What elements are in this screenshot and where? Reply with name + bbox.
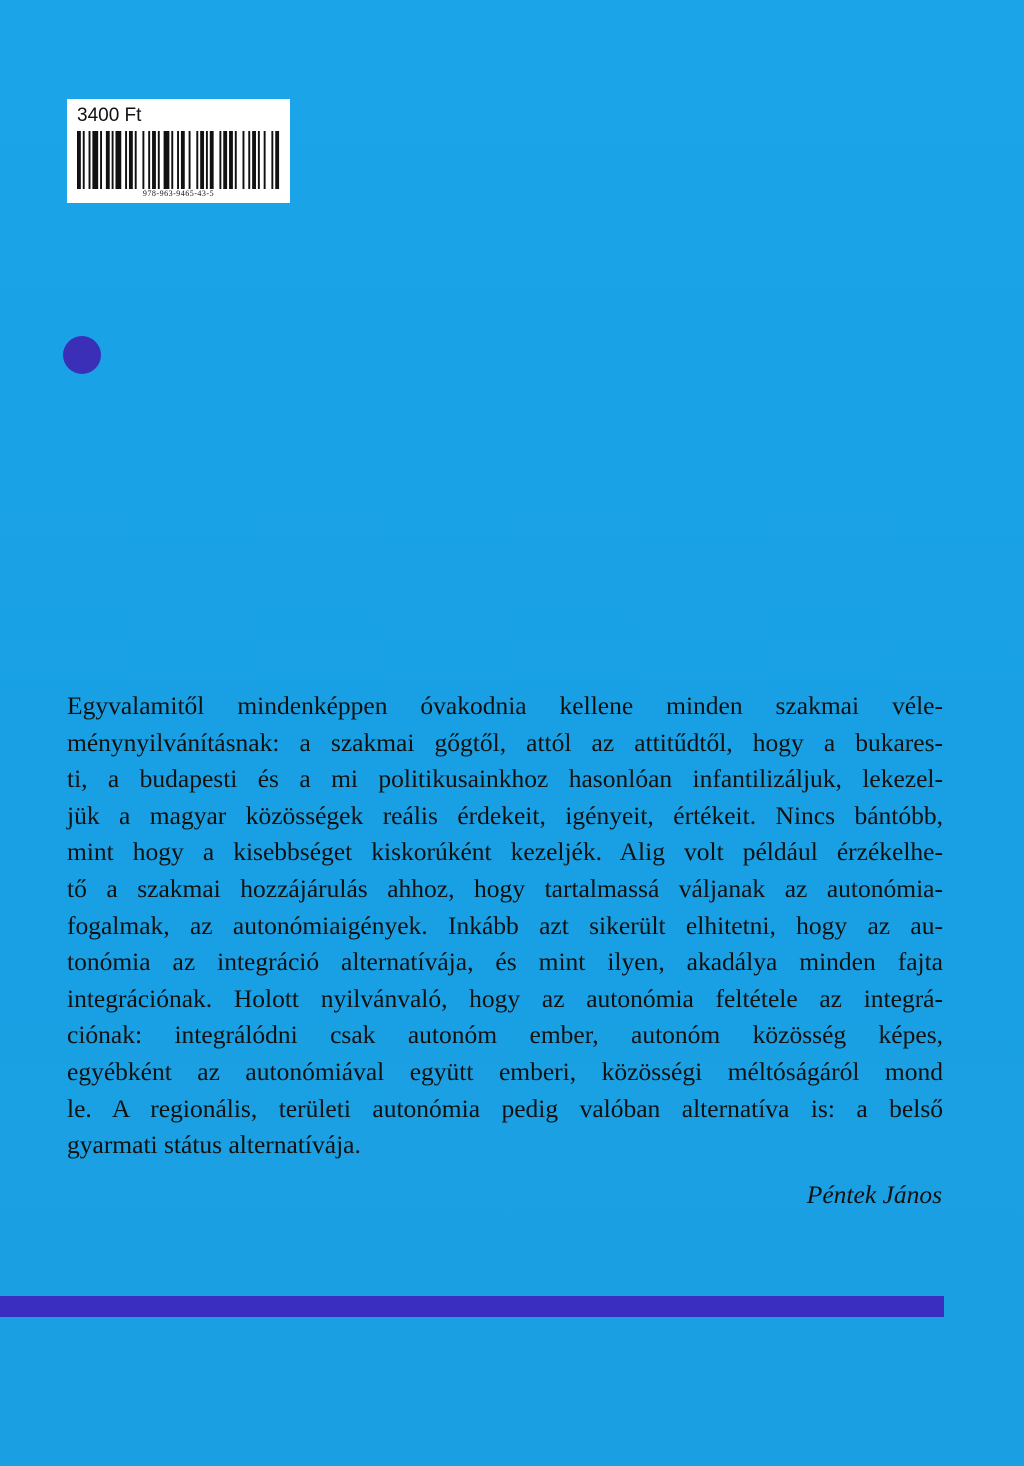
price-label: 3400 Ft xyxy=(77,105,142,126)
blurb-line: gyarmati státus alternatívája. xyxy=(67,1130,361,1160)
decorative-stripe xyxy=(0,1296,944,1317)
blurb-line: Egyvalamitől mindenképpen óvakodnia kellene minden szakmai véle- xyxy=(67,691,943,720)
decorative-dot xyxy=(63,336,101,374)
blurb-line: le. A regionális, területi autonómia pedig valóban alternatíva is: a belső xyxy=(67,1093,943,1123)
blurb-line: fogalmak, az autonómiaigények. Inkább azt sikerült elhitetni, hogy az au- xyxy=(67,910,943,940)
blurb-text xyxy=(67,688,943,1164)
author-signature: Péntek János xyxy=(806,1180,942,1209)
blurb-line: ciónak: integrálódni csak autonóm ember, autonóm közösség képes, xyxy=(67,1020,943,1050)
isbn-number: 978-963-9465-43-5 xyxy=(142,189,215,198)
blurb-line: jük a magyar közösségek reális érdekeit, igényeit, értékeit. Nincs bántóbb, xyxy=(67,800,943,830)
blurb-line: ménynyilvánításnak: a szakmai gőgtől, attól az attitűdtől, hogy a bukares- xyxy=(67,727,943,757)
blurb-line: egyébként az autonómiával együtt emberi, közösségi méltóságáról mond xyxy=(67,1056,943,1086)
barcode-label xyxy=(67,99,290,203)
blurb-line: tő a szakmai hozzájárulás ahhoz, hogy tartalmassá váljanak az autonómia- xyxy=(67,873,943,903)
blurb-line: tonómia az integráció alternatívája, és mint ilyen, akadálya minden fajta xyxy=(67,947,943,977)
barcode-icon xyxy=(77,131,281,189)
blurb-line: ti, a budapesti és a mi politikusainkhoz hasonlóan infantilizáljuk, lekezel- xyxy=(67,764,943,794)
blurb-line: integrációnak. Holott nyilvánvaló, hogy az autonómia feltétele az integrá- xyxy=(67,983,943,1013)
blurb-line: mint hogy a kisebbséget kiskorúként kezeljék. Alig volt például érzékelhe- xyxy=(67,837,943,867)
